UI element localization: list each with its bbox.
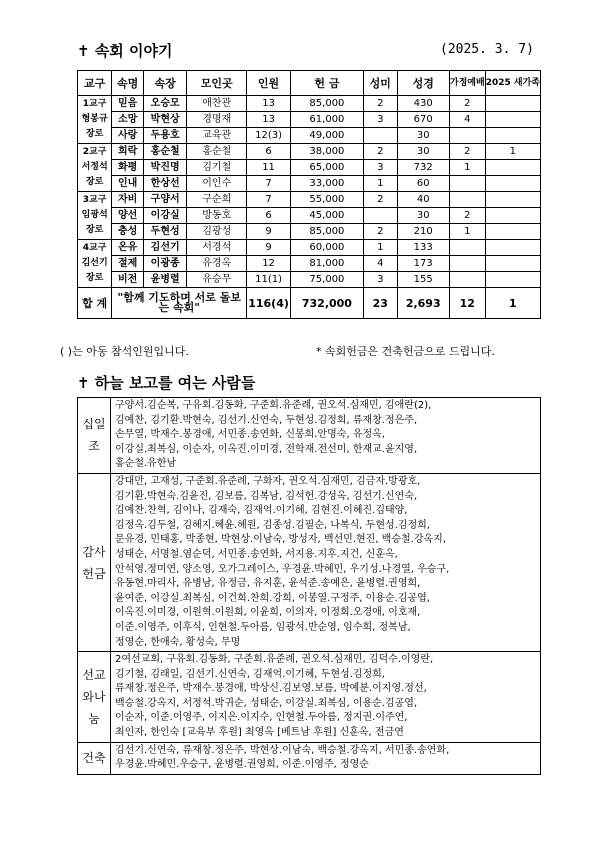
cell-bible: 133 xyxy=(397,240,449,256)
cell-offering: 65,000 xyxy=(290,160,363,176)
table-row xyxy=(78,240,541,256)
offering-category: 십일조 xyxy=(78,398,111,474)
cell-leader: 윤병렬 xyxy=(144,272,187,288)
name-line: 김정옥.김두철, 김혜지.혜윤.혜원, 김종성.김필순, 나복식, 두현성.김정희, xyxy=(115,519,430,531)
cell-offering: 33,000 xyxy=(290,176,363,192)
cell-offering: 60,000 xyxy=(290,240,363,256)
name-line: 류재창.정은주, 박재수.봉경애, 박상신.김보영.보름, 박예분.이지영.정선, xyxy=(115,683,427,695)
name-line: 문유경, 민태홍, 박종현, 박현상.이남숙, 방성자, 백선민.현진, 백승철.강옥지, xyxy=(115,534,446,546)
cell-offering: 38,000 xyxy=(290,144,363,160)
cell-name: 비전 xyxy=(112,272,144,288)
cell-new-family xyxy=(485,96,540,112)
header-place: 모인곳 xyxy=(187,71,247,96)
total-new-family: 1 xyxy=(485,288,540,319)
cell-offering: 75,000 xyxy=(290,272,363,288)
name-line: 윤여준, 이강실.최복심, 이건희.찬희.강희, 이봉열.구정주, 이용순.김공엽, xyxy=(115,592,430,604)
cell-worship xyxy=(449,128,485,144)
cell-worship: 1 xyxy=(449,224,485,240)
cell-name: 온유 xyxy=(112,240,144,256)
total-worship: 12 xyxy=(449,288,485,319)
cell-people: 6 xyxy=(247,144,291,160)
cell-bible: 30 xyxy=(397,208,449,224)
table-row xyxy=(78,160,541,176)
cell-place: 김기철 xyxy=(187,160,247,176)
cell-new-family xyxy=(485,224,540,240)
cell-rice: 4 xyxy=(364,256,398,272)
table-row xyxy=(78,128,541,144)
offering-category: 감사헌금 xyxy=(78,473,111,651)
name-line: 백승철.강옥지, 서정석.박귀순, 성태순, 이강실.최복심, 이용순.김공엽, xyxy=(115,697,418,709)
cell-name: 자비 xyxy=(112,192,144,208)
cell-worship xyxy=(449,272,485,288)
offering-row xyxy=(78,742,541,774)
offering-names xyxy=(111,398,541,474)
offerings-table xyxy=(77,397,541,775)
cell-offering: 85,000 xyxy=(290,96,363,112)
name-line: 우경윤.박혜민.우승구, 윤병렬.권영희, 이준.이영주, 정영순 xyxy=(115,759,369,771)
cell-place: 구순희 xyxy=(187,192,247,208)
header-cell-name: 속명 xyxy=(112,71,144,96)
cell-worship xyxy=(449,256,485,272)
table-row xyxy=(78,112,541,128)
cell-place: 이인수 xyxy=(187,176,247,192)
offering-names xyxy=(111,473,541,651)
cell-name: 소망 xyxy=(112,112,144,128)
offering-row xyxy=(78,473,541,651)
cell-new-family xyxy=(485,176,540,192)
cell-name: 사랑 xyxy=(112,128,144,144)
cell-leader: 두용호 xyxy=(144,128,187,144)
total-label: 합 계 xyxy=(78,288,112,319)
cell-people: 7 xyxy=(247,176,291,192)
cell-name: 충성 xyxy=(112,224,144,240)
report-date: (2025. 3. 7) xyxy=(440,42,534,57)
cell-leader: 두현성 xyxy=(144,224,187,240)
district-label: 3교구 임광석 장로 xyxy=(78,192,112,240)
cell-offering: 85,000 xyxy=(290,224,363,240)
table-row xyxy=(78,208,541,224)
cell-new-family xyxy=(485,208,540,224)
offering-names xyxy=(111,652,541,743)
cell-place: 서경석 xyxy=(187,240,247,256)
cell-people: 11(1) xyxy=(247,272,291,288)
total-rice: 23 xyxy=(364,288,398,319)
cell-new-family xyxy=(485,256,540,272)
name-line: 2여선교회, 구유회.김동화, 구준회.유준례, 권오석.심재민, 김덕수.이영란, xyxy=(115,654,434,666)
cell-people: 13 xyxy=(247,112,291,128)
cell-people: 12 xyxy=(247,256,291,272)
name-line: 김선기.신연숙, 류재창.정은주, 박현상.이남숙, 백승철.강옥지, 서민종.송연화, xyxy=(115,744,450,756)
cell-leader: 박진명 xyxy=(144,160,187,176)
cell-offering: 49,000 xyxy=(290,128,363,144)
header-new-family: 2025 새가족 xyxy=(485,71,540,96)
table-row xyxy=(78,224,541,240)
total-people: 116(4) xyxy=(247,288,291,319)
name-line: 김예찬, 김기환.박현숙, 김선기.신연숙, 두현성.김정희, 류재창.정은주, xyxy=(115,414,418,426)
header-bible: 성경 xyxy=(397,71,449,96)
cell-offering: 61,000 xyxy=(290,112,363,128)
cell-place: 홍순철 xyxy=(187,144,247,160)
cell-bible: 155 xyxy=(397,272,449,288)
cell-rice: 1 xyxy=(364,176,398,192)
cell-rice: 1 xyxy=(364,240,398,256)
total-offering: 732,000 xyxy=(290,288,363,319)
cell-new-family: 1 xyxy=(485,144,540,160)
cell-bible: 210 xyxy=(397,224,449,240)
cell-new-family xyxy=(485,160,540,176)
cell-people: 9 xyxy=(247,240,291,256)
offering-category: 건축 xyxy=(78,742,111,774)
header-offering: 헌 금 xyxy=(290,71,363,96)
cell-new-family xyxy=(485,128,540,144)
total-row xyxy=(78,288,541,319)
cell-people: 12(3) xyxy=(247,128,291,144)
cell-bible: 40 xyxy=(397,192,449,208)
total-bible: 2,693 xyxy=(397,288,449,319)
cell-name: 인내 xyxy=(112,176,144,192)
cell-offering: 45,000 xyxy=(290,208,363,224)
name-line: 이준.이영주, 이후식, 인현철.두아름, 임광석.반순영, 임수희, 정복남, xyxy=(115,621,411,633)
district-label: 4교구 김선기 장로 xyxy=(78,240,112,288)
cell-new-family xyxy=(485,192,540,208)
cell-people: 11 xyxy=(247,160,291,176)
offering-row xyxy=(78,398,541,474)
cell-people: 9 xyxy=(247,224,291,240)
cell-worship: 4 xyxy=(449,112,485,128)
cell-worship: 2 xyxy=(449,144,485,160)
cell-place: 유경옥 xyxy=(187,256,247,272)
district-label: 2교구 서정석 장로 xyxy=(78,144,112,192)
cell-leader: 오승모 xyxy=(144,96,187,112)
cell-name: 화평 xyxy=(112,160,144,176)
district-label: 1교구 형봉규 장로 xyxy=(78,96,112,144)
cell-bible: 670 xyxy=(397,112,449,128)
header-district: 교구 xyxy=(78,71,112,96)
cell-leader: 박현상 xyxy=(144,112,187,128)
cell-leader: 이강실 xyxy=(144,208,187,224)
header-rice: 성미 xyxy=(364,71,398,96)
header-people: 인원 xyxy=(247,71,291,96)
table-row xyxy=(78,256,541,272)
cell-rice: 2 xyxy=(364,96,398,112)
name-line: 홍순철.유한남 xyxy=(115,458,177,470)
cell-bible: 30 xyxy=(397,144,449,160)
cell-people: 7 xyxy=(247,192,291,208)
cell-new-family xyxy=(485,272,540,288)
cell-place: 방동호 xyxy=(187,208,247,224)
name-line: 안석영.정미연, 양소영, 오가그레이스, 우경윤.박혜민, 우기성.나경열, 우승구, xyxy=(115,563,450,575)
cell-rice: 3 xyxy=(364,112,398,128)
cell-place: 김광성 xyxy=(187,224,247,240)
cell-leader: 한상선 xyxy=(144,176,187,192)
cell-offering: 81,000 xyxy=(290,256,363,272)
cell-bible: 60 xyxy=(397,176,449,192)
cell-leader: 이광종 xyxy=(144,256,187,272)
offering-names xyxy=(111,742,541,774)
cell-worship xyxy=(449,192,485,208)
name-line: 이옥진.이미경, 이원혁.이원희, 이윤희, 이의자, 이정희.오경애, 이호재, xyxy=(115,607,421,619)
cell-rice: 3 xyxy=(364,272,398,288)
cell-people: 6 xyxy=(247,208,291,224)
note-children: ( )는 아동 참석인원입니다. xyxy=(60,345,189,358)
cell-leader: 구양서 xyxy=(144,192,187,208)
cell-name: 절제 xyxy=(112,256,144,272)
cell-bible: 430 xyxy=(397,96,449,112)
table-row xyxy=(78,192,541,208)
cell-leader: 김선기 xyxy=(144,240,187,256)
cell-bible: 173 xyxy=(397,256,449,272)
table-row xyxy=(78,144,541,160)
name-line: 유동현.마리사, 유병남, 유정금, 유지훈, 윤석준.송예은, 윤병렬.권영희, xyxy=(115,578,421,590)
cell-worship xyxy=(449,240,485,256)
cell-worship xyxy=(449,176,485,192)
cell-worship: 2 xyxy=(449,208,485,224)
table-row xyxy=(78,272,541,288)
name-line: 이강실.최복심, 이순자, 이옥진.이미경, 전학재.전선미, 한재교.윤지영, xyxy=(115,443,418,455)
cell-rice xyxy=(364,128,398,144)
name-line: 최인자, 한인숙 [교육부 후원] 최영옥 [베트남 후원] 신훈옥, 전금연 xyxy=(115,727,404,739)
cell-worship: 2 xyxy=(449,96,485,112)
name-line: 김기철, 김래일, 김선기.신연숙, 김재억.이기혜, 두현성.김정희, xyxy=(115,668,385,680)
cell-people: 13 xyxy=(247,96,291,112)
cell-meeting-table xyxy=(77,70,541,319)
header-leader: 속장 xyxy=(144,71,187,96)
cell-place: 애찬관 xyxy=(187,96,247,112)
note-offering: * 속회헌금은 건축헌금으로 드립니다. xyxy=(316,345,495,358)
name-line: 김기환.박현숙.김윤진, 김보름, 김복남, 김석헌.강성옥, 김선기.신연숙, xyxy=(115,490,418,502)
cell-new-family xyxy=(485,112,540,128)
header-family-worship: 가정예배 xyxy=(449,71,485,96)
name-line: 이순자, 이준.이영주, 이지은.이지수, 인현철.두아름, 정지권.이주연, xyxy=(115,712,408,724)
table-row xyxy=(78,96,541,112)
name-line: 정영순, 한애숙, 황성숙, 무명 xyxy=(115,636,241,648)
cell-new-family xyxy=(485,240,540,256)
section-title-offerings: ✝ 하늘 보고를 여는 사람들 xyxy=(77,374,256,392)
name-line: 김예찬.찬혁, 김이나, 김재숙, 김재억.이기혜, 김현진.이혜진.김태양, xyxy=(115,505,408,517)
name-line: 강대만, 고재성, 구준회.유준례, 구화자, 권오석.심재민, 김금자.방광호, xyxy=(115,475,421,487)
name-line: 구양서.김순복, 구유회.김동화, 구준회.유준례, 권오석.심재민, 김애란(2), xyxy=(115,400,432,411)
cell-place: 교육관 xyxy=(187,128,247,144)
total-motto: "함께 기도하며 서로 돌보는 속회" xyxy=(112,288,247,319)
table-row xyxy=(78,176,541,192)
cell-bible: 732 xyxy=(397,160,449,176)
cell-rice: 2 xyxy=(364,224,398,240)
section-title-cell-meeting: ✝ 속회 이야기 xyxy=(77,42,173,60)
name-line: 성태순, 서명철.염순덕, 서민종.송연화, 서지용.지후.지건, 신훈옥, xyxy=(115,548,398,560)
cell-name: 희락 xyxy=(112,144,144,160)
cell-name: 양선 xyxy=(112,208,144,224)
cell-rice xyxy=(364,208,398,224)
cell-offering: 55,000 xyxy=(290,192,363,208)
cell-rice: 2 xyxy=(364,192,398,208)
table-header-row xyxy=(78,71,541,96)
offering-row xyxy=(78,652,541,743)
cell-rice: 3 xyxy=(364,160,398,176)
cell-leader: 홍순철 xyxy=(144,144,187,160)
cell-bible: 30 xyxy=(397,128,449,144)
cell-name: 믿음 xyxy=(112,96,144,112)
offering-category: 선교와나눔 xyxy=(78,652,111,743)
cell-worship: 1 xyxy=(449,160,485,176)
cell-rice: 2 xyxy=(364,144,398,160)
cell-place: 경명재 xyxy=(187,112,247,128)
name-line: 손무열, 박재수.봉경애, 서민종.송연화, 신봉희.안명숙, 유정옥, xyxy=(115,429,385,441)
cell-place: 유승무 xyxy=(187,272,247,288)
